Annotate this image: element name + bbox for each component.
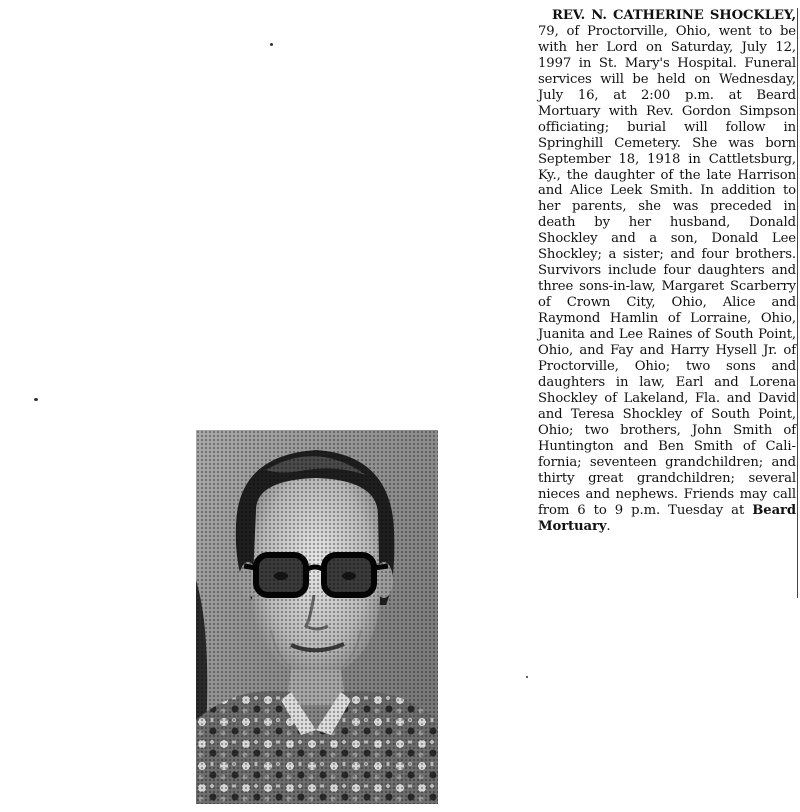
obituary-name: REV. N. CATHERINE SHOCKLEY, bbox=[552, 8, 796, 23]
portrait-photo bbox=[196, 430, 438, 804]
scan-speck bbox=[34, 398, 38, 401]
scan-speck bbox=[526, 676, 528, 678]
obituary-body: 79, of Proctorville, Ohio, went to be with her Lord on Saturday, July 12, 1997 in St. Mary's Hospital. Funeral services will be held on Wednesday, July 16, at 2:00 p.m. at Beard Mortuary with Rev. Gordon Simpson officiating; burial will follow in Springhill Cemetery. She was born September 18, 1918 in Cattletsburg, Ky., the daughter of the late Harrison and Alice Leek Smith. In addition to her parents, she was preceded in death by her husband, Donald Shockley and a son, Donald Lee Shockley; a sister; and four brothers. Survivors include four daughters and three sons-in-law, Margaret Scarberry of Crown City, Ohio, Alice and Raymond Hamlin of Lorraine, Ohio, Juanita and Lee Raines of South Point, Ohio, and Fay and Harry Hysell Jr. of Proctorville, Ohio; two sons and daughters in law, Earl and Lorena Shockley of Lakeland, Fla. and David and Teresa Shockley of South Point, Ohio; two brothers, John Smith of Huntington and Ben Smith of California; seventeen grandchildren; and thirty great grandchildren; several nieces and nephews. Friends may call from 6 to 9 p.m. Tuesday at bbox=[538, 23, 796, 518]
column-rule bbox=[797, 8, 798, 598]
scan-speck bbox=[270, 43, 273, 46]
portrait-photo-illustration bbox=[196, 430, 438, 804]
obituary-final-punct: . bbox=[606, 518, 611, 534]
obituary-closing: Beard Mortuary bbox=[538, 502, 796, 534]
obituary-paragraph bbox=[538, 8, 796, 534]
obituary-column bbox=[538, 8, 796, 534]
